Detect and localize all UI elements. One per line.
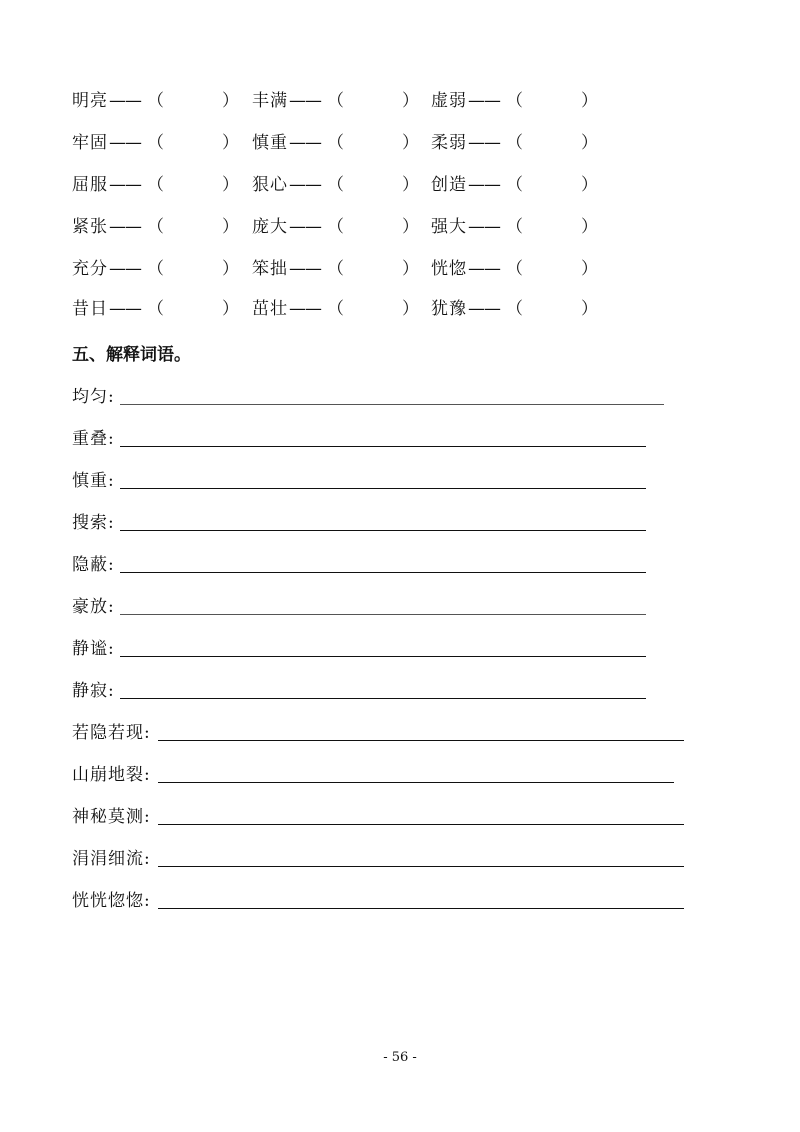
dash: —— <box>468 91 500 111</box>
definition-term: 静寂: <box>72 681 115 701</box>
pair-term: 柔弱 <box>431 133 467 153</box>
pair-item <box>72 86 239 116</box>
paren-close: ） <box>402 91 419 111</box>
paren-open: （ <box>506 299 523 319</box>
paren-close: ） <box>581 299 598 319</box>
definition-term: 重叠: <box>72 429 115 449</box>
pair-row <box>0 170 800 200</box>
dash: —— <box>289 299 321 319</box>
pair-term: 屈服 <box>72 175 108 195</box>
definition-term: 静谧: <box>72 639 115 659</box>
paren-close: ） <box>222 259 239 279</box>
definition-answer-line[interactable] <box>158 908 684 909</box>
pair-term: 强大 <box>431 217 467 237</box>
paren-open: （ <box>147 217 164 237</box>
definition-term: 搜索: <box>72 513 115 533</box>
pair-term: 丰满 <box>252 91 288 111</box>
pair-item <box>431 86 598 116</box>
pair-term: 慎重 <box>252 133 288 153</box>
pair-term: 虚弱 <box>431 91 467 111</box>
pair-term: 创造 <box>431 175 467 195</box>
pair-item <box>72 212 239 242</box>
pair-term: 庞大 <box>252 217 288 237</box>
paren-open: （ <box>506 217 523 237</box>
paren-open: （ <box>327 299 344 319</box>
pair-item <box>431 128 598 158</box>
paren-close: ） <box>222 133 239 153</box>
pair-item <box>252 128 419 158</box>
dash: —— <box>109 259 141 279</box>
paren-open: （ <box>327 91 344 111</box>
pair-term: 茁壮 <box>252 299 288 319</box>
pair-term: 昔日 <box>72 299 108 319</box>
pair-term: 犹豫 <box>431 299 467 319</box>
pair-item <box>431 294 598 324</box>
paren-open: （ <box>327 217 344 237</box>
definition-term: 恍恍惚惚: <box>72 891 151 911</box>
paren-close: ） <box>222 175 239 195</box>
pair-row <box>0 212 800 242</box>
definition-term: 慎重: <box>72 471 115 491</box>
pair-row <box>0 254 800 284</box>
paren-close: ） <box>222 299 239 319</box>
definition-answer-line[interactable] <box>120 614 646 615</box>
dash: —— <box>289 175 321 195</box>
paren-open: （ <box>147 175 164 195</box>
paren-open: （ <box>506 175 523 195</box>
paren-open: （ <box>147 299 164 319</box>
definition-term: 山崩地裂: <box>72 765 151 785</box>
pair-row <box>0 128 800 158</box>
definition-term: 均匀: <box>72 387 115 407</box>
pair-term: 恍惚 <box>431 259 467 279</box>
dash: —— <box>468 299 500 319</box>
definition-answer-line[interactable] <box>158 866 684 867</box>
pair-term: 笨拙 <box>252 259 288 279</box>
definition-answer-line[interactable] <box>120 404 664 405</box>
dash: —— <box>468 175 500 195</box>
pair-item <box>252 254 419 284</box>
paren-close: ） <box>402 259 419 279</box>
definition-term: 若隐若现: <box>72 723 151 743</box>
pair-term: 牢固 <box>72 133 108 153</box>
pair-item <box>72 170 239 200</box>
pair-item <box>72 128 239 158</box>
pair-item <box>252 294 419 324</box>
paren-open: （ <box>147 259 164 279</box>
paren-close: ） <box>581 175 598 195</box>
dash: —— <box>468 259 500 279</box>
definition-answer-line[interactable] <box>120 488 646 489</box>
paren-close: ） <box>581 91 598 111</box>
definition-term: 神秘莫测: <box>72 807 151 827</box>
paren-open: （ <box>327 259 344 279</box>
paren-close: ） <box>581 259 598 279</box>
dash: —— <box>109 217 141 237</box>
pair-item <box>431 170 598 200</box>
paren-open: （ <box>147 133 164 153</box>
definition-term: 豪放: <box>72 597 115 617</box>
paren-close: ） <box>402 133 419 153</box>
dash: —— <box>289 259 321 279</box>
paren-close: ） <box>222 217 239 237</box>
paren-open: （ <box>506 133 523 153</box>
pair-item <box>72 294 239 324</box>
dash: —— <box>289 91 321 111</box>
pair-row <box>0 294 800 324</box>
paren-open: （ <box>506 91 523 111</box>
paren-open: （ <box>147 91 164 111</box>
definition-answer-line[interactable] <box>120 530 646 531</box>
paren-close: ） <box>402 175 419 195</box>
dash: —— <box>109 175 141 195</box>
paren-open: （ <box>327 175 344 195</box>
dash: —— <box>468 217 500 237</box>
paren-close: ） <box>222 91 239 111</box>
dash: —— <box>289 133 321 153</box>
page-number: - 56 - <box>383 1050 417 1065</box>
pair-item <box>72 254 239 284</box>
definition-answer-line[interactable] <box>158 782 674 783</box>
definition-answer-line[interactable] <box>158 740 684 741</box>
paren-close: ） <box>402 217 419 237</box>
paren-close: ） <box>402 299 419 319</box>
definition-term: 隐蔽: <box>72 555 115 575</box>
dash: —— <box>289 217 321 237</box>
paren-close: ） <box>581 217 598 237</box>
pair-item <box>252 212 419 242</box>
pair-item <box>431 212 598 242</box>
definition-answer-line[interactable] <box>120 656 646 657</box>
pair-item <box>252 170 419 200</box>
dash: —— <box>109 91 141 111</box>
pair-item <box>252 86 419 116</box>
section-title: 五、解释词语。 <box>72 345 191 365</box>
pair-term: 紧张 <box>72 217 108 237</box>
dash: —— <box>109 133 141 153</box>
definition-answer-line[interactable] <box>120 698 646 699</box>
paren-open: （ <box>506 259 523 279</box>
dash: —— <box>109 299 141 319</box>
definition-answer-line[interactable] <box>158 824 684 825</box>
pair-term: 狠心 <box>252 175 288 195</box>
definition-answer-line[interactable] <box>120 446 646 447</box>
paren-close: ） <box>581 133 598 153</box>
pair-row <box>0 86 800 116</box>
pair-item <box>431 254 598 284</box>
definition-answer-line[interactable] <box>120 572 646 573</box>
pair-term: 充分 <box>72 259 108 279</box>
paren-open: （ <box>327 133 344 153</box>
dash: —— <box>468 133 500 153</box>
pair-term: 明亮 <box>72 91 108 111</box>
definition-term: 涓涓细流: <box>72 849 151 869</box>
